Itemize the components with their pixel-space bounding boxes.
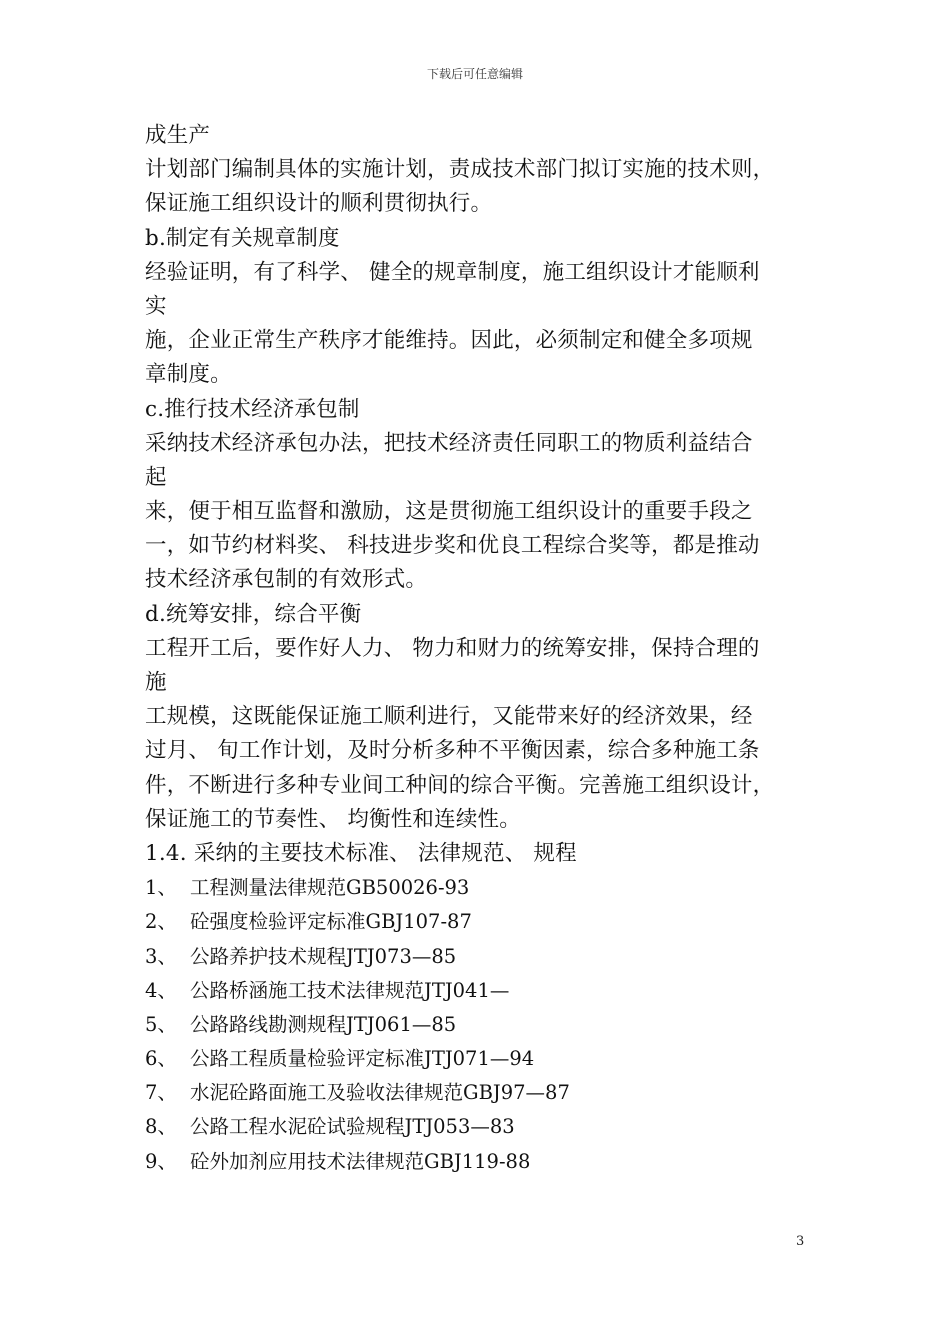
paragraph-line: 采纳技术经济承包办法，把技术经济责任同职工的物质利益结合 xyxy=(145,430,753,456)
list-number: 5、 xyxy=(145,1012,177,1036)
section-heading-1-4: 1.4. 采纳的主要技术标准、 法律规范、 规程 xyxy=(145,840,577,866)
paragraph-line: 来，便于相互监督和激励，这是贯彻施工组织设计的重要手段之 xyxy=(145,499,753,525)
list-number: 3、 xyxy=(145,944,177,968)
section-heading-b: b.制定有关规章制度 xyxy=(145,225,340,251)
list-text: 公路工程水泥砼试验规程JTJ053—83 xyxy=(190,1115,515,1139)
paragraph-line: 件，不断进行多种专业间工种间的综合平衡。完善施工组织设计， xyxy=(145,772,775,798)
list-text: 工程测量法律规范GB50026-93 xyxy=(190,876,470,900)
standard-list-item xyxy=(145,1008,825,1042)
list-text: 公路养护技术规程JTJ073—85 xyxy=(190,944,457,968)
standard-list-item xyxy=(145,1076,825,1110)
list-text: 公路桥涵施工技术法律规范JTJ041— xyxy=(190,978,510,1002)
standard-list-item xyxy=(145,1042,825,1076)
paragraph-line: 一，如节约材料奖、 科技进步奖和优良工程综合奖等，都是推动 xyxy=(145,533,760,559)
standard-list-item xyxy=(145,940,825,974)
page-header: 下载后可任意编辑 xyxy=(426,67,523,81)
list-number: 1、 xyxy=(145,876,177,900)
list-number: 2、 xyxy=(145,910,177,934)
section-heading-c: c.推行技术经济承包制 xyxy=(145,396,360,422)
list-text: 公路路线勘测规程JTJ061—85 xyxy=(190,1012,457,1036)
list-text: 砼强度检验评定标准GBJ107-87 xyxy=(190,910,472,934)
paragraph-line: 施，企业正常生产秩序才能维持。因此，必须制定和健全多项规 xyxy=(145,328,753,354)
paragraph-line: 计划部门编制具体的实施计划，责成技术部门拟订实施的技术则， xyxy=(145,157,775,183)
paragraph-line: 保证施工组织设计的顺利贯彻执行。 xyxy=(145,191,493,217)
list-number: 8、 xyxy=(145,1115,177,1139)
standard-list-item xyxy=(145,1110,825,1144)
paragraph-line: 实 xyxy=(145,293,167,319)
standard-list-item xyxy=(145,905,825,939)
paragraph-line: 成生产 xyxy=(145,123,211,148)
list-text: 砼外加剂应用技术法律规范GBJ119-88 xyxy=(190,1149,531,1173)
document-body xyxy=(145,119,825,1179)
section-heading-d: d.统筹安排，综合平衡 xyxy=(145,601,362,627)
list-text: 水泥砼路面施工及验收法律规范GBJ97—87 xyxy=(190,1081,570,1105)
list-number: 7、 xyxy=(145,1081,177,1105)
paragraph-line: 经验证明，有了科学、 健全的规章制度，施工组织设计才能顺利 xyxy=(145,259,760,285)
paragraph-line: 保证施工的节奏性、 均衡性和连续性。 xyxy=(145,806,521,832)
list-number: 4、 xyxy=(145,978,177,1002)
standard-list-item xyxy=(145,1145,825,1179)
paragraph-line: 章制度。 xyxy=(145,362,232,388)
page-number: 3 xyxy=(796,1234,805,1249)
paragraph-line: 起 xyxy=(145,464,167,490)
standard-list-item xyxy=(145,974,825,1008)
paragraph-line: 工程开工后，要作好人力、 物力和财力的统筹安排，保持合理的 xyxy=(145,635,760,661)
paragraph-line: 过月、 旬工作计划，及时分析多种不平衡因素，综合多种施工条 xyxy=(145,738,760,764)
list-number: 9、 xyxy=(145,1149,177,1173)
paragraph-line: 施 xyxy=(145,670,167,695)
standard-list-item xyxy=(145,871,825,905)
paragraph-line: 工规模，这既能保证施工顺利进行，又能带来好的经济效果，经 xyxy=(145,704,753,730)
list-text: 公路工程质量检验评定标准JTJ071—94 xyxy=(190,1047,535,1071)
list-number: 6、 xyxy=(145,1047,177,1071)
paragraph-line: 技术经济承包制的有效形式。 xyxy=(145,567,428,593)
